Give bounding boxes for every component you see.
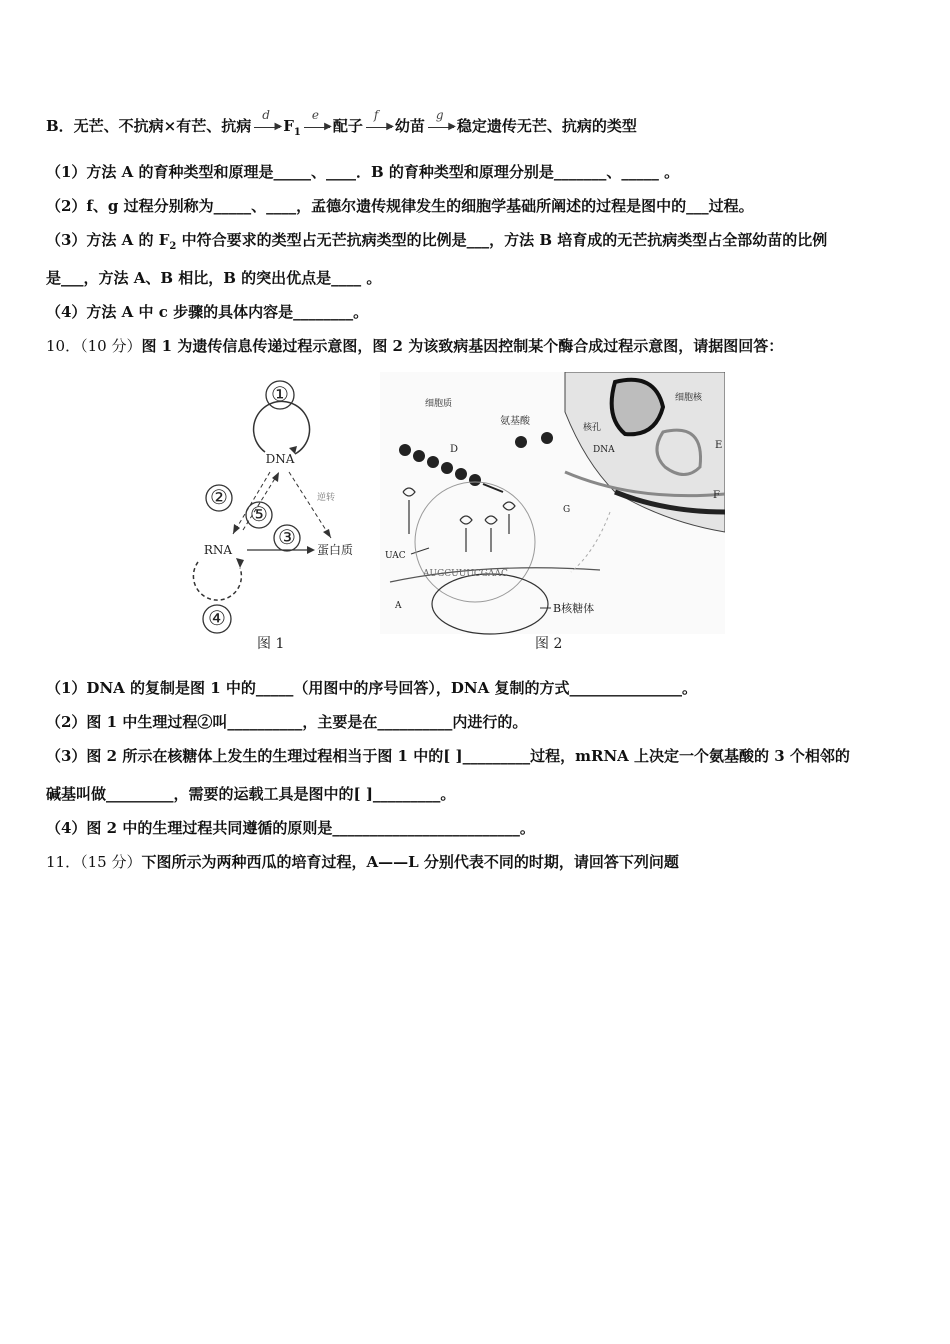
fig1-n3: ③ (278, 525, 296, 549)
fig2-caption: 图 2 (535, 636, 563, 652)
figure-2 (380, 372, 725, 652)
q10-item-4: （4）图 2 中的生理过程共同遵循的原则是_________________________。 (46, 819, 535, 837)
arrow-g-icon: g ▶ (428, 120, 454, 134)
fig1-side-label: 逆转 (317, 493, 336, 503)
q10-text: 图 1 为遗传信息传递过程示意图，图 2 为该致病基因控制某个酶合成过程示意图，请据图回答： (141, 337, 784, 355)
fig2-amino: 氨基酸 (500, 416, 530, 427)
fig1-n1: ① (271, 382, 289, 406)
arrow-f-icon: f ▶ (366, 120, 392, 134)
figure-block (185, 372, 725, 662)
q10-stem (46, 336, 783, 356)
q10-item-3-cont: 碱基叫做_________，需要的运载工具是图中的[ ]_________。 (46, 785, 456, 803)
fig2-uac: UAC (385, 551, 406, 561)
fig2-ribosome: B核糖体 (553, 602, 595, 615)
q9-item-3: （3）方法 A 的 $F_2$ 中符合要求的类型占无芒抗病类型的比例是___，方法 B 培育成的无芒抗病类型占全部幼苗的比例 (46, 231, 828, 252)
q9-item-4: （4）方法 A 中 c 步骤的具体内容是________。 (46, 303, 369, 321)
fig2-codons: AUGCUUUCGAAC (423, 569, 508, 579)
q11-text: 下图所示为两种西瓜的培育过程，A——L 分别代表不同的时期，请回答下列问题 (141, 853, 679, 871)
q11-number: 11．（15 分） (46, 853, 142, 871)
fig1-n5: ⑤ (250, 502, 268, 526)
fig1-rna: RNA (203, 543, 233, 557)
q10-item-2: （2）图 1 中生理过程②叫__________，主要是在__________内进行的。 (46, 713, 528, 731)
seedling-label: 幼苗 (394, 117, 425, 135)
q9-item-2: （2）f、g 过程分别称为_____、____，孟德尔遗传规律发生的细胞学基础所阐述的过程是图中的___过程。 (46, 197, 754, 215)
fig2-label-g: G (563, 505, 571, 515)
fig2-label-e: E (715, 440, 723, 451)
f1-label: $F_1$ (283, 117, 301, 138)
fig1-n2: ② (210, 485, 228, 509)
figure-1 (193, 381, 353, 652)
fig2-label-f: F (713, 490, 720, 501)
q10-item-1: （1）DNA 的复制是图 1 中的_____（用图中的序号回答），DNA 复制的方式_______________。 (46, 679, 697, 697)
result-label: 稳定遗传无芒、抗病的类型 (456, 117, 637, 135)
q11-stem (46, 852, 679, 872)
fig1-n4: ④ (208, 606, 226, 630)
q10-item-3: （3）图 2 所示在核糖体上发生的生理过程相当于图 1 中的[ ]_________过程，mRNA 上决定一个氨基酸的 3 个相邻的 (46, 747, 850, 765)
fig1-protein: 蛋白质 (317, 543, 354, 557)
fig2-label-a: A (395, 601, 402, 611)
gamete-label: 配子 (332, 117, 363, 135)
fig2-cytoplasm: 细胞质 (425, 399, 453, 409)
arrow-d-icon: d ▶ (254, 120, 280, 134)
fig2-dna: DNA (593, 445, 615, 455)
fig2-pore: 核孔 (583, 423, 602, 433)
fig1-dna: DNA (265, 452, 295, 466)
q9-item-3-cont: 是___，方法 A、B 相比，B 的突出优点是____ 。 (46, 269, 382, 287)
line-b (46, 108, 637, 143)
fig1-caption: 图 1 (257, 636, 285, 652)
q10-number: 10．（10 分） (46, 337, 142, 355)
fig2-nucleus: 细胞核 (675, 393, 703, 403)
line-b-prefix: B．无芒、不抗病×有芒、抗病 (46, 117, 252, 135)
q9-item-1: （1）方法 A 的育种类型和原理是_____、____．B 的育种类型和原理分别是_______、_____ 。 (46, 163, 680, 181)
fig2-label-d: D (450, 444, 459, 455)
arrow-e-icon: e ▶ (304, 120, 330, 134)
